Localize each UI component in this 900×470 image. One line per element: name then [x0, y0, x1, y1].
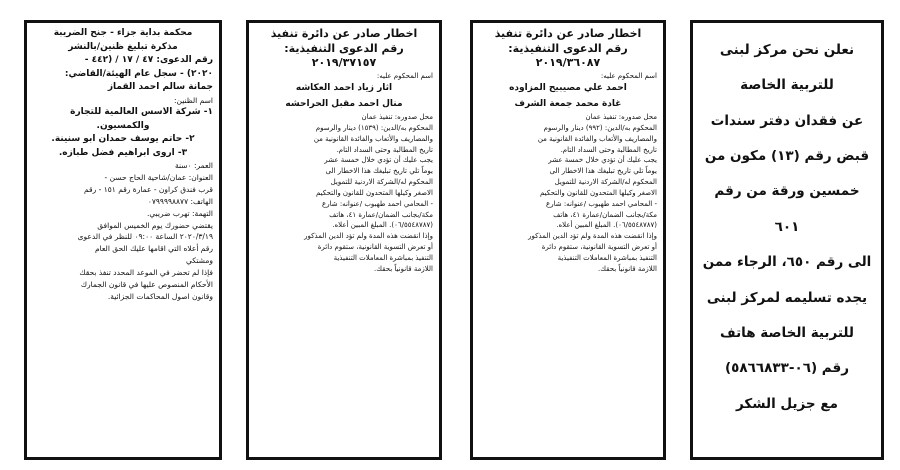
body-line: التنفيذ بمباشرة المعاملات التنفيذية — [333, 253, 433, 262]
body-line: مكة/بجانب الضمان/عمارة ٤١، هاتف — [329, 210, 433, 219]
defendant-name: منال احمد مقبل الحراحشه — [285, 98, 403, 109]
notice-line: يجده تسليمه لمركز لبنى — [706, 289, 868, 306]
detail-line: قرب فندق كراون - عمارة رقم ١٥١ - رقم — [84, 185, 213, 195]
defendant-line: ٣- اروى ابراهيم فضل طبازه. — [58, 147, 188, 158]
body-line: تاريخ المطالبة وحتى السداد التام. — [336, 145, 433, 154]
notice-line: للتربية الخاصة — [740, 77, 834, 94]
body-line: أو تعرض التسوية القانونية، ستقوم دائرة — [317, 243, 433, 252]
body-line: - المحامي احمد طهبوب /عنوانه: شارع — [322, 199, 433, 208]
body-line: وإذا انقضت هذه المدة ولم تؤد الدين المذكور — [528, 232, 657, 241]
notice-line: رقم (٠٦-٥٨٦٦٨٣٣) — [724, 360, 850, 377]
case-number: رقم الدعوى التنفيذية: ٢٠١٩/٣٧١٥٧ — [284, 41, 404, 70]
body-line: الاصغر وكيلها المتحدون للقانون والتحكيم — [539, 188, 657, 197]
notice-line: قبض رقم (١٣) مكون من — [704, 148, 870, 165]
body-line: المحكوم له/الشركة الاردنية للتمويل — [330, 178, 433, 187]
lost-book-notice — [690, 20, 884, 460]
notice-title: اخطار صادر عن دائرة تنفيذ — [270, 27, 418, 40]
detail-line: رقم أعلاه التي اقامها عليك الحق العام — [95, 244, 213, 254]
defendants-label: اسم الظنين: — [173, 95, 213, 105]
body-line: يجب عليك أن تؤدي خلال خمسة عشر — [324, 156, 433, 165]
notice-line: مع جزيل الشكر — [736, 395, 838, 412]
court-summons-notice — [24, 20, 222, 460]
execution-notice-37157 — [246, 20, 442, 460]
body-line: مكة/بجانب الضمان/عمارة ٤١، هاتف — [553, 210, 657, 219]
body-line: والمصاريف والأتعاب والفائدة القانونية من — [537, 134, 657, 143]
defendant-name: اثار زياد احمد العكاشه — [295, 83, 393, 94]
defendant-line: ٢- حاتم يوسف حمدان ابو سنينة. — [51, 134, 195, 145]
body-line: اللازمة قانونياً بحقك. — [598, 264, 657, 273]
detail-line: وقانون اصول المحاكمات الجزائية. — [107, 291, 213, 301]
detail-line: العنوان: عمان/شاحية الحاج حسن - — [104, 173, 213, 183]
detail-line: التهمة: تهرب ضريبي. — [147, 208, 213, 218]
body-line: (٠٦/٥٥٤٨٧٨٧). المبلغ المبين أعلاه. — [332, 221, 433, 230]
defendant-line: والكمسيون. — [96, 120, 150, 131]
detail-line: ٢٠٢٠/٣/١٩ الساعة ٠٩:٠٠ للنظر في الدعوى — [77, 232, 213, 242]
detail-line: الهاتف: ٠٧٩٩٩٩٨٨٧٧ — [147, 196, 213, 206]
body-line: الاصغر وكيلها المتحدون للقانون والتحكيم — [315, 188, 433, 197]
body-line: يوماً تلي تاريخ تبليغك هذا الاخطار الى — [549, 167, 657, 176]
body-line: التنفيذ بمباشرة المعاملات التنفيذية — [557, 253, 657, 262]
defendant-line: ١- شركة الاسس العالمية للتجارة — [70, 107, 213, 118]
body-line: المحكوم به/الدين: (١٥٣٩) دينار والرسوم — [315, 123, 433, 132]
body-line: محل صدوره: تنفيذ عمان — [361, 112, 433, 121]
detail-line: ومشتكي — [186, 256, 213, 266]
body-line: المحكوم به/الدين: (٩٩٢) دينار والرسوم — [543, 123, 657, 132]
execution-notice-36087 — [470, 20, 666, 460]
against-label: اسم المحكوم عليه: — [376, 71, 433, 80]
body-line: (٠٦/٥٥٤٨٧٨٧). المبلغ المبين أعلاه. — [556, 221, 657, 230]
case-number: رقم الدعوى التنفيذية: ٢٠١٩/٣٦٠٨٧ — [508, 41, 628, 70]
court-title: محكمة بداية جزاء - جنح الضريبة — [53, 28, 193, 38]
notice-line: للتربية الخاصة هاتف — [720, 324, 854, 341]
body-line: اللازمة قانونياً بحقك. — [374, 264, 433, 273]
detail-line: يقتضي حضورك يوم الخميس الموافق — [97, 220, 213, 230]
body-line: المحكوم له/الشركة الاردنية للتمويل — [554, 178, 657, 187]
body-line: يجب عليك أن تؤدي خلال خمسة عشر — [548, 156, 657, 165]
against-label: اسم المحكوم عليه: — [600, 71, 657, 80]
detail-line: فإذا لم تحضر في الموعد المحدد تنفذ بحقك — [79, 267, 213, 277]
detail-line: العمر: ٠سنة — [175, 161, 213, 171]
body-line: يوماً تلي تاريخ تبليغك هذا الاخطار الى — [325, 167, 433, 176]
detail-line: الأحكام المنصوص عليها في قانون الجمارك — [80, 279, 213, 289]
notice-line: نعلن نحن مركز لبنى — [719, 42, 855, 58]
body-line: محل صدوره: تنفيذ عمان — [585, 112, 657, 121]
body-line: والمصاريف والأتعاب والفائدة القانونية من — [313, 134, 433, 143]
summons-subtitle: مذكرة تبليغ ظنين/بالنشر — [68, 41, 178, 52]
defendant-name: غادة محمد جمعة الشرف — [514, 98, 622, 109]
notice-title: اخطار صادر عن دائرة تنفيذ — [494, 27, 642, 40]
notice-line: خمسين ورقة من رقم ٦٠١ — [714, 183, 860, 235]
defendant-name: احمد علي مصيبيح المزاوده — [509, 83, 627, 94]
judge-name: جمانة سالم احمد القماز — [107, 82, 213, 92]
case-number: ٢٠٢٠) - سجل عام الهيئة/القاضي: — [64, 68, 213, 79]
body-line: أو تعرض التسوية القانونية، ستقوم دائرة — [541, 243, 657, 252]
body-line: - المحامي احمد طهبوب /عنوانه: شارع — [546, 199, 657, 208]
body-line: وإذا انقضت هذه المدة ولم تؤد الدين المذكور — [304, 232, 433, 241]
notice-line: الى رقم ٦٥٠، الرجاء ممن — [702, 254, 872, 271]
notice-line: عن فقدان دفتر سندات — [710, 112, 864, 129]
body-line: تاريخ المطالبة وحتى السداد التام. — [560, 145, 657, 154]
case-number: رقم الدعوى: ٤٧ / ١٧ / (٤٤٢ - — [84, 55, 213, 65]
